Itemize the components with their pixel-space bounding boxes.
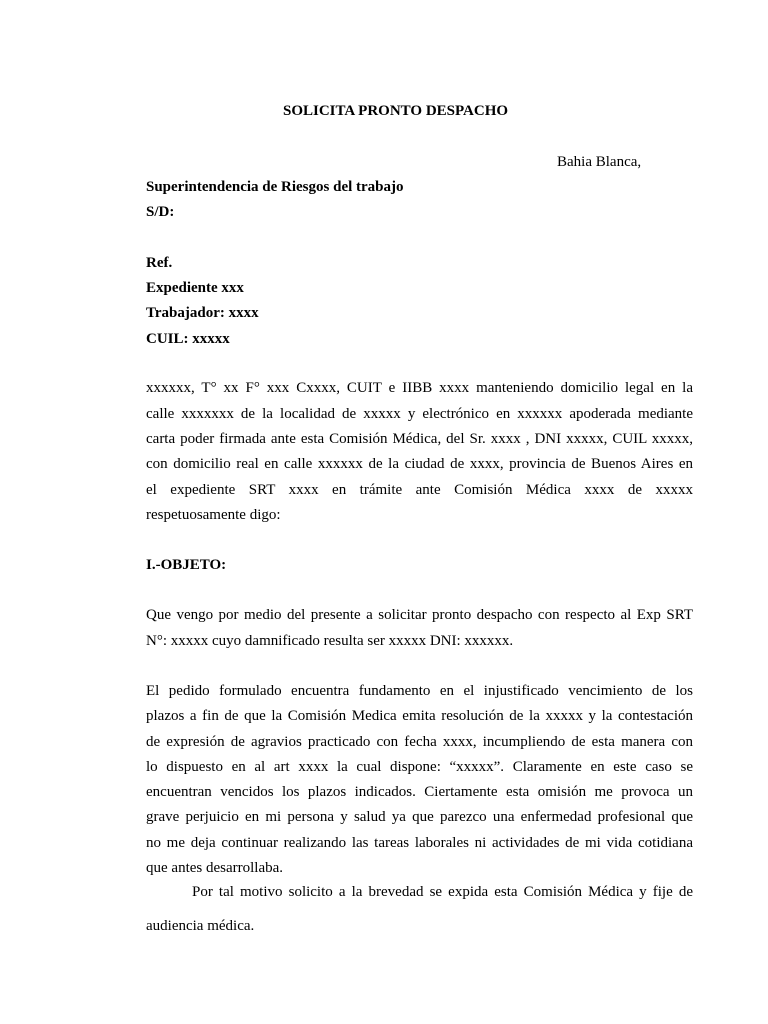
fundamento-line: no me deja continuar realizando las tareas laborales ni actividades de mi vida cotidiana (146, 835, 693, 851)
fundamento-line: lo dispuesto en al art xxxx la cual dispone: “xxxxx”. Claramente en este caso se (146, 759, 693, 775)
recipient-line-2: S/D: (146, 204, 175, 220)
reference-expediente: Expediente xxx (146, 280, 244, 296)
intro-line: xxxxxx, T° xx F° xxx Cxxxx, CUIT e IIBB xxxx manteniendo domicilio legal en la (146, 380, 693, 396)
closing-line: Por tal motivo solicito a la brevedad se expida esta Comisión Médica y fije de (192, 884, 693, 900)
recipient-line-1: Superintendencia de Riesgos del trabajo (146, 179, 404, 195)
reference-cuil: CUIL: xxxxx (146, 331, 230, 347)
intro-line: calle xxxxxxx de la localidad de xxxxx y electrónico en xxxxxx apoderada mediante (146, 406, 693, 422)
objeto-line: Que vengo por medio del presente a solicitar pronto despacho con respecto al Exp SRT (146, 607, 693, 623)
reference-label: Ref. (146, 255, 173, 271)
intro-line: con domicilio real en calle xxxxxx de la ciudad de xxxx, provincia de Buenos Aires en (146, 456, 693, 472)
fundamento-line: encuentran vencidos los plazos indicados. Ciertamente esta omisión me provoca un (146, 784, 693, 800)
section-heading: I.-OBJETO: (146, 557, 227, 573)
intro-line: respetuosamente digo: (146, 507, 281, 523)
intro-line: el expediente SRT xxxx en trámite ante Comisión Médica xxxx de xxxxx (146, 482, 693, 498)
closing-line: audiencia médica. (146, 918, 255, 934)
place-line: Bahia Blanca, (557, 154, 642, 170)
objeto-line: N°: xxxxx cuyo damnificado resulta ser xxxxx DNI: xxxxxx. (146, 633, 514, 649)
fundamento-line: plazos a fin de que la Comisión Medica emita resolución de la xxxxx y la contestación (146, 708, 693, 724)
fundamento-line: grave perjuicio en mi persona y salud ya que parezco una enfermedad profesional que (146, 809, 693, 825)
fundamento-line: que antes desarrollaba. (146, 860, 284, 876)
fundamento-line: de expresión de agravios practicado con fecha xxxx, incumpliendo de esta manera con (146, 734, 693, 750)
document-title: SOLICITA PRONTO DESPACHO (283, 103, 509, 119)
fundamento-line: El pedido formulado encuentra fundamento en el injustificado vencimiento de los (146, 683, 693, 699)
intro-line: carta poder firmada ante esta Comisión Médica, del Sr. xxxx , DNI xxxxx, CUIL xxxxx, (146, 431, 693, 447)
reference-trabajador: Trabajador: xxxx (146, 305, 259, 321)
